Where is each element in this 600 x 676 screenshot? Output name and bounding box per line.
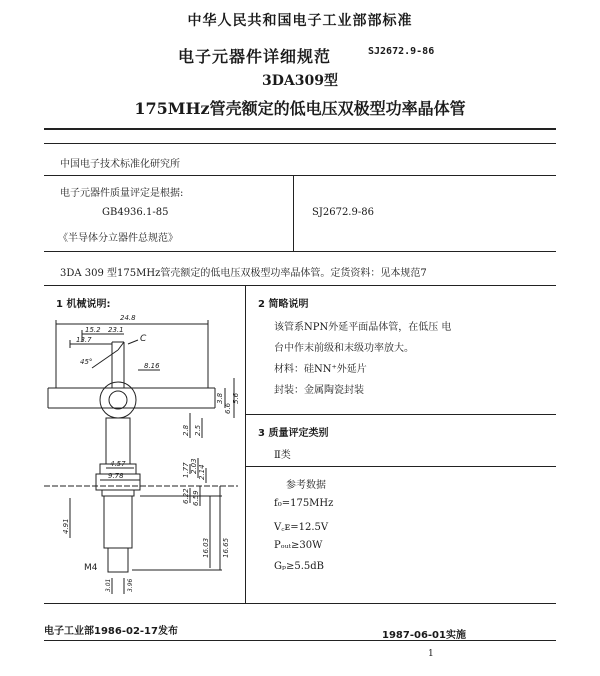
summary-line: 3DA 309 型175MHz管壳额定的低电压双极型功率晶体管。定货资料：见本规范7 bbox=[60, 268, 427, 279]
dim-6-22: 6.22 bbox=[182, 488, 190, 504]
section1-title: 1 机械说明: bbox=[56, 299, 111, 310]
section2-title: 2 简略说明 bbox=[258, 299, 309, 310]
section2-material: 材料：硅NN⁺外延片 bbox=[274, 364, 367, 375]
ref-item: Pₒᵤₜ≥30W bbox=[274, 540, 323, 551]
header-rule bbox=[44, 128, 556, 130]
dim-6-59: 6.59 bbox=[192, 490, 200, 506]
dim-9-78: 9.78 bbox=[108, 472, 124, 480]
effective-date: 1987-06-01实施 bbox=[382, 630, 466, 641]
basis-standard: GB4936.1-85 bbox=[102, 207, 169, 218]
dim-m4-thread: M4 bbox=[84, 563, 98, 573]
dim-2-8: 2.8 bbox=[182, 424, 190, 436]
dim-24-8: 24.8 bbox=[120, 314, 136, 322]
summary-rule bbox=[44, 285, 556, 286]
issuing-authority: 中华人民共和国电子工业部部标准 bbox=[187, 13, 413, 29]
section2-package: 封装：金属陶瓷封装 bbox=[274, 385, 364, 396]
quality-category: Ⅱ类 bbox=[274, 450, 291, 461]
basis-label: 电子元器件质量评定是根据: bbox=[60, 188, 184, 199]
dim-5-6: 5.6 bbox=[232, 392, 240, 404]
mechanical-drawing bbox=[40, 308, 242, 596]
issue-date: 电子工业部1986-02-17发布 bbox=[44, 626, 178, 637]
column-divider bbox=[245, 286, 246, 603]
dim-13-7: 13.7 bbox=[76, 336, 92, 344]
right-standard-number: SJ2672.9-86 bbox=[312, 207, 374, 218]
block-top-rule bbox=[44, 143, 556, 144]
dim-4-57: 4.57 bbox=[110, 460, 126, 468]
document-title: 175MHz管壳额定的低电压双极型功率晶体管 bbox=[134, 99, 466, 118]
section2-rule bbox=[246, 414, 556, 415]
footer-top-rule bbox=[44, 603, 556, 604]
page-number: 1 bbox=[428, 649, 434, 659]
section3-title: 3 质量评定类别 bbox=[258, 428, 329, 439]
dim-2-14: 2.14 bbox=[198, 464, 206, 480]
footer-bottom-rule bbox=[44, 640, 556, 641]
block-divider bbox=[293, 175, 294, 251]
ref-item: V꜀ᴇ=12.5V bbox=[274, 522, 329, 533]
ref-item: Gₚ≥5.5dB bbox=[274, 561, 325, 572]
model-number: 3DA309型 bbox=[262, 73, 338, 89]
dim-2-5: 2.5 bbox=[194, 424, 202, 436]
ref-data-title: 参考数据 bbox=[286, 480, 326, 491]
basis-standard-name: 《半导体分立器件总规范》 bbox=[58, 233, 178, 244]
dim-8-16: 8.16 bbox=[144, 362, 160, 370]
dim-16-65: 16.65 bbox=[222, 537, 230, 558]
section2-desc-line1: 该管系NPN外延平面晶体管，在低压 电 bbox=[274, 322, 452, 333]
section2-desc-line2: 台中作末前级和末级功率放大。 bbox=[274, 343, 414, 354]
dim-6-6: 6.6 bbox=[224, 402, 232, 414]
block-bottom-rule bbox=[44, 251, 556, 252]
ref-item: f₀=175MHz bbox=[274, 498, 334, 509]
dim-1-77: 1.77 bbox=[182, 462, 190, 478]
dim-2-03: 2.03 bbox=[190, 458, 198, 474]
spec-title: 电子元器件详细规范 bbox=[178, 47, 332, 66]
dim-3-8: 3.8 bbox=[216, 392, 224, 404]
section3-rule bbox=[246, 466, 556, 467]
block-mid-rule bbox=[44, 175, 556, 176]
dim-4-91: 4.91 bbox=[62, 518, 70, 534]
dim-3-01: 3.01 bbox=[105, 578, 112, 592]
standard-number: SJ2672.9-86 bbox=[368, 46, 435, 57]
dim-15-2: 15.2 bbox=[85, 326, 101, 334]
institute-name: 中国电子技术标准化研究所 bbox=[60, 159, 180, 170]
dim-45-deg: 45° bbox=[80, 358, 93, 366]
dim-23-1: 23.1 bbox=[108, 326, 124, 334]
dim-16-03: 16.03 bbox=[202, 537, 210, 558]
dim-c-label: C bbox=[140, 334, 147, 344]
dim-3-96: 3.96 bbox=[127, 578, 134, 592]
